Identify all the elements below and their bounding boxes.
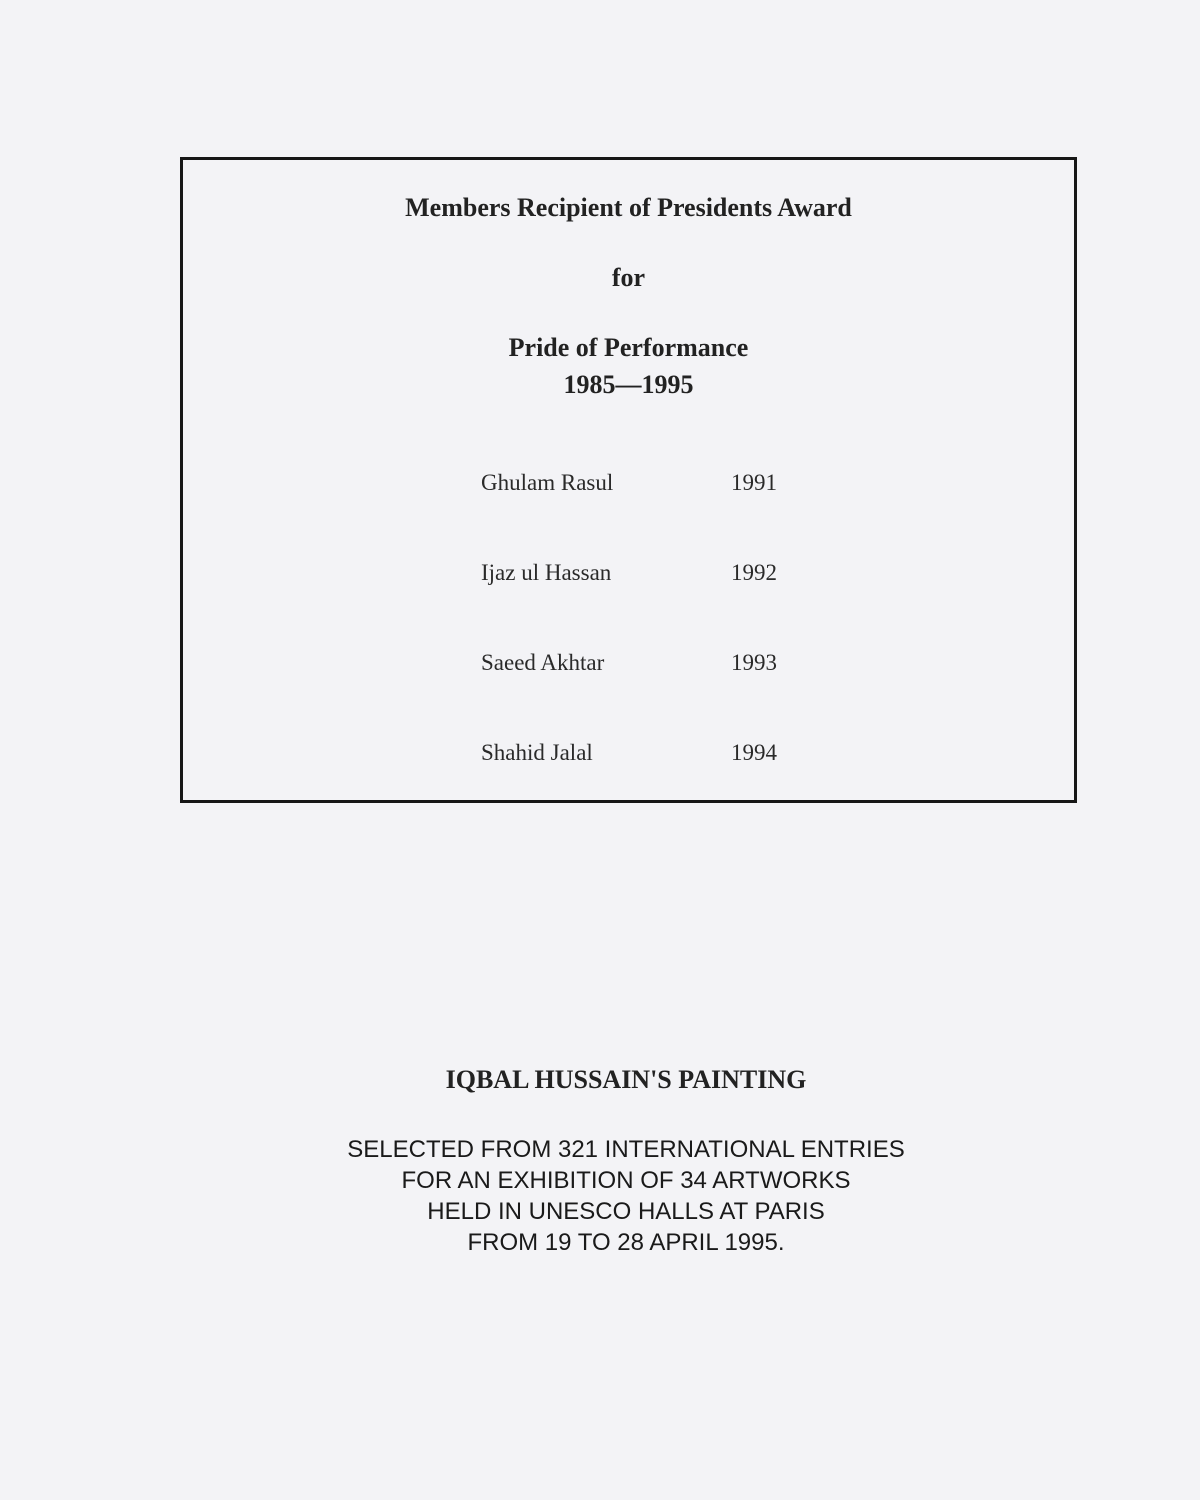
award-period: 1985—1995	[563, 370, 694, 399]
award-heading: Members Recipient of Presidents Award	[405, 193, 852, 222]
recipient-name: Shahid Jalal	[481, 740, 593, 765]
recipient-name: Ghulam Rasul	[481, 470, 614, 495]
painting-detail-line: HELD IN UNESCO HALLS AT PARIS	[427, 1198, 825, 1225]
recipient-row	[481, 470, 821, 560]
award-box	[180, 157, 1077, 803]
painting-detail-line: FOR AN EXHIBITION OF 34 ARTWORKS	[401, 1167, 851, 1194]
recipient-year: 1993	[731, 650, 777, 675]
painting-details	[0, 1134, 1200, 1258]
recipient-name: Saeed Akhtar	[481, 650, 605, 675]
recipient-list	[481, 470, 821, 830]
award-heading-for: for	[611, 263, 646, 292]
painting-detail-line: FROM 19 TO 28 APRIL 1995.	[467, 1229, 785, 1256]
award-name: Pride of Performance	[508, 333, 749, 362]
recipient-year: 1991	[731, 470, 777, 495]
recipient-row	[481, 740, 821, 830]
recipient-year: 1992	[731, 560, 777, 585]
recipient-row	[481, 650, 821, 740]
recipient-name: Ijaz ul Hassan	[481, 560, 612, 585]
recipient-year: 1994	[731, 740, 777, 765]
recipient-row	[481, 560, 821, 650]
painting-title: IQBAL HUSSAIN'S PAINTING	[445, 1065, 807, 1094]
painting-detail-line: SELECTED FROM 321 INTERNATIONAL ENTRIES	[347, 1136, 905, 1163]
